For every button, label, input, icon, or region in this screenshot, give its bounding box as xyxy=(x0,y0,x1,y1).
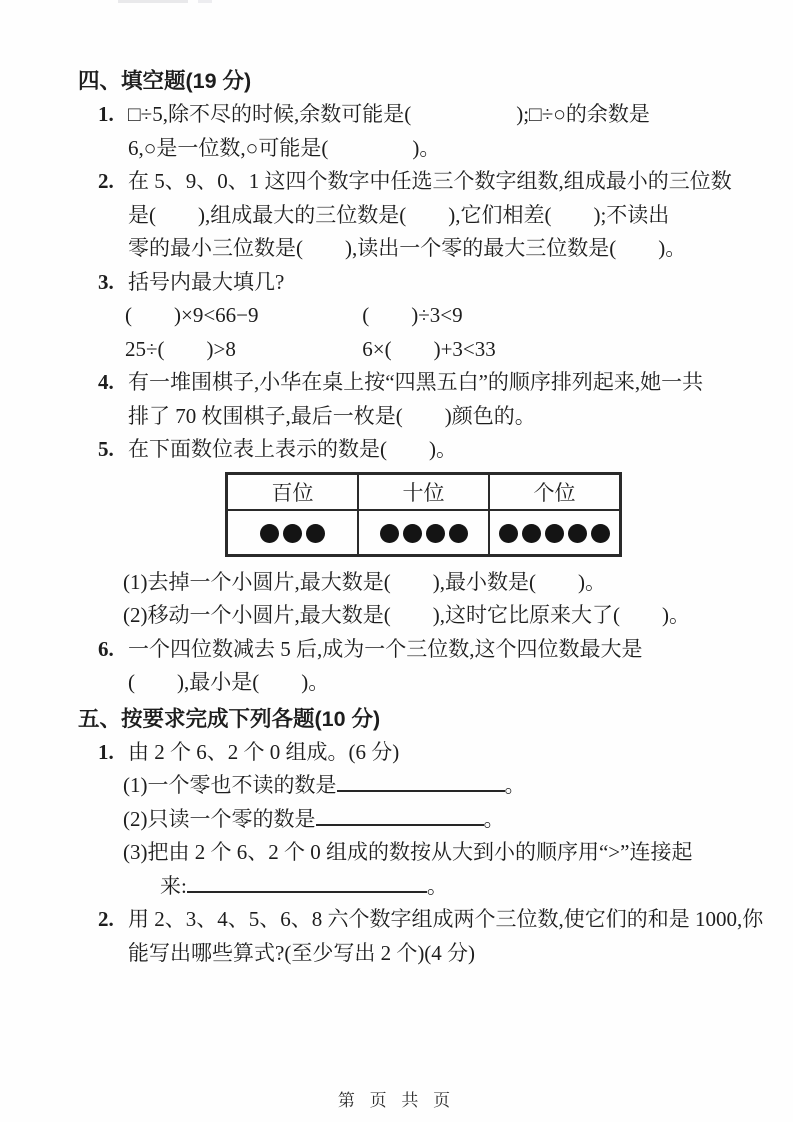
section-four-title: 四、填空题(19 分) xyxy=(78,69,252,93)
question-4-2 xyxy=(78,165,732,266)
question-5-2 xyxy=(78,903,764,970)
fill-in-suffix: 。 xyxy=(426,873,448,898)
math-expression: ( )÷3<9 xyxy=(362,303,463,327)
answer-blank xyxy=(187,871,427,893)
counter-dot xyxy=(449,524,468,543)
question-text-line: 能写出哪些算式?(至少写出 2 个)(4 分) xyxy=(128,940,476,965)
sub-question-line: (3)把由 2 个 6、2 个 0 组成的数按从大到小的顺序用“>”连接起 xyxy=(123,840,693,864)
question-text-line: 一个四位数减去 5 后,成为一个三位数,这个四位数最大是 xyxy=(128,636,643,661)
question-text-line: ( ),最小是( )。 xyxy=(128,670,330,694)
expression-row xyxy=(125,333,726,367)
question-number: 3. xyxy=(98,269,114,294)
counter-dot xyxy=(380,524,399,543)
dots-cell-hundreds xyxy=(227,510,359,556)
question-number: 2. xyxy=(98,907,114,931)
question-4-1 xyxy=(78,98,726,165)
counter-dot xyxy=(260,524,279,543)
question-4-4 xyxy=(78,366,726,433)
counter-dot xyxy=(426,524,445,543)
worksheet-content xyxy=(78,64,764,970)
fill-in-label: (2)只读一个零的数是 xyxy=(123,806,316,831)
question-text-line: 有一堆围棋子,小华在桌上按“四黑五白”的顺序排列起来,她一共 xyxy=(128,370,704,394)
fill-in-label: 来: xyxy=(160,873,187,898)
math-expression: 6×( )+3<33 xyxy=(362,336,496,361)
question-number: 6. xyxy=(98,636,114,661)
question-text-line: 用 2、3、4、5、6、8 六个数字组成两个三位数,使它们的和是 1000,你 xyxy=(128,907,764,931)
fill-in-line xyxy=(160,870,726,904)
expression-row xyxy=(125,299,726,333)
counter-dot xyxy=(499,524,518,543)
question-text-line: 是( ),组成最大的三位数是( ),它们相差( );不读出 xyxy=(128,202,670,227)
page-footer: 第 页 共 页 xyxy=(337,1091,456,1110)
counter-dot xyxy=(568,524,587,543)
counter-dot xyxy=(545,524,564,543)
place-value-dots-row xyxy=(227,510,621,556)
question-number: 1. xyxy=(98,102,114,126)
scan-artifact xyxy=(118,0,188,3)
question-number: 4. xyxy=(98,370,114,394)
section-five-title: 五、按要求完成下列各题(10 分) xyxy=(78,706,381,731)
sub-question-line: (1)去掉一个小圆片,最大数是( ),最小数是( )。 xyxy=(123,569,606,594)
question-number: 5. xyxy=(98,437,114,461)
counter-dot xyxy=(591,524,610,543)
question-text-line: 在 5、9、0、1 这四个数字中任选三个数字组数,组成最小的三位数 xyxy=(128,169,732,193)
question-text-line: 在下面数位表上表示的数是( )。 xyxy=(128,437,457,461)
question-text-line: 由 2 个 6、2 个 0 组成。(6 分) xyxy=(128,739,400,764)
counter-dot xyxy=(283,524,302,543)
fill-in-suffix: 。 xyxy=(483,806,505,831)
question-text-line: 6,○是一位数,○可能是( )。 xyxy=(128,135,441,160)
question-4-5 xyxy=(78,433,726,633)
counter-dot xyxy=(403,524,422,543)
question-text-line: 排了 70 枚围棋子,最后一枚是( )颜色的。 xyxy=(128,403,536,428)
question-text-line: 零的最小三位数是( ),读出一个零的最大三位数是( )。 xyxy=(128,236,687,260)
question-4-6 xyxy=(78,633,726,700)
fill-in-line xyxy=(123,769,726,803)
place-header-ones: 个位 xyxy=(489,473,621,510)
question-5-1 xyxy=(78,736,726,904)
fill-in-suffix: 。 xyxy=(504,773,526,797)
fill-in-line xyxy=(123,803,726,837)
fill-in-label: (1)一个零也不读的数是 xyxy=(123,773,337,797)
place-value-table xyxy=(225,472,622,557)
scan-artifact xyxy=(198,0,212,3)
sub-question-line: (2)移动一个小圆片,最大数是( ),这时它比原来大了( )。 xyxy=(123,603,690,627)
question-number: 2. xyxy=(98,169,114,193)
counter-dot xyxy=(306,524,325,543)
dots-cell-tens xyxy=(358,510,489,556)
place-header-hundreds: 百位 xyxy=(227,473,359,510)
question-text-line: □÷5,除不尽的时候,余数可能是( );□÷○的余数是 xyxy=(128,102,650,126)
answer-blank xyxy=(316,804,484,826)
counter-dot xyxy=(522,524,541,543)
dots-cell-ones xyxy=(489,510,621,556)
question-text-line: 括号内最大填几? xyxy=(128,269,285,294)
place-header-tens: 十位 xyxy=(358,473,489,510)
math-expression: 25÷( )>8 xyxy=(125,336,236,361)
math-expression: ( )×9<66−9 xyxy=(125,303,259,327)
place-value-header-row xyxy=(227,473,621,510)
answer-blank xyxy=(337,770,505,792)
question-4-3 xyxy=(78,266,726,367)
question-number: 1. xyxy=(98,739,114,764)
